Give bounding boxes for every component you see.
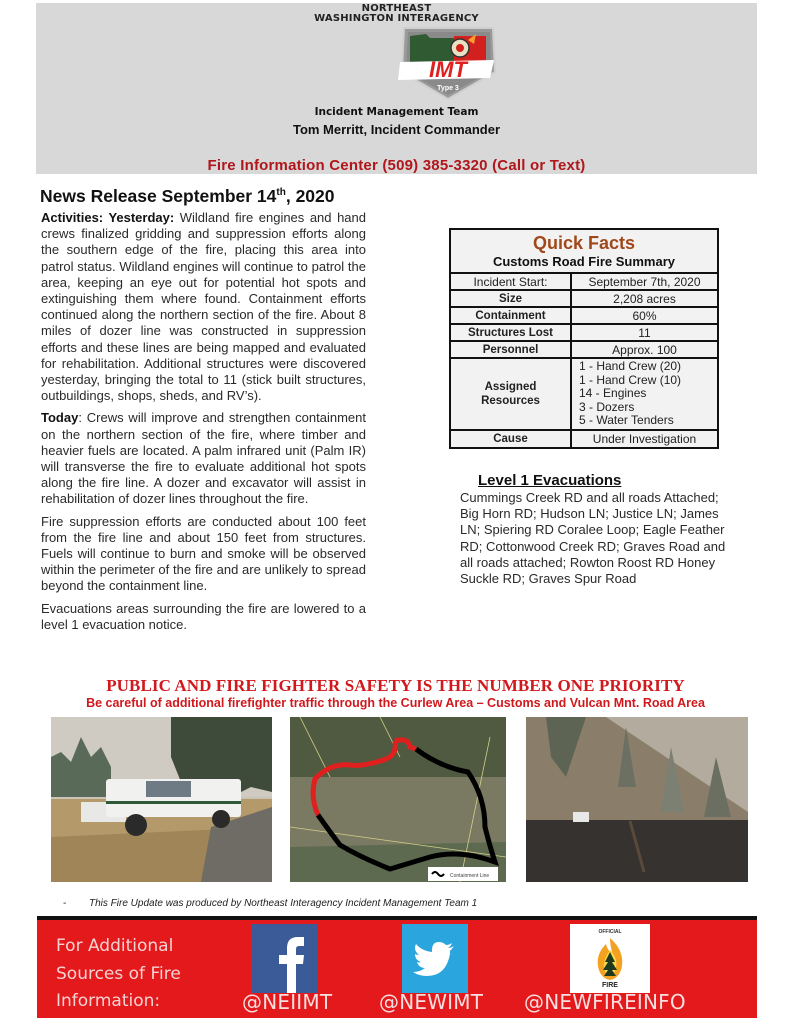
fire-trucks-image xyxy=(51,717,272,882)
safety-priority-subline: Be careful of additional firefighter traffic through the Curlew Area – Customs and Vulcan Mnt. Road Area xyxy=(86,696,705,710)
resource-item: 5 - Water Tenders xyxy=(579,413,674,428)
fact-value: 60% xyxy=(571,307,717,324)
table-row xyxy=(451,430,717,447)
facebook-handle-link[interactable]: @NEIIMT xyxy=(242,990,333,1014)
org-line-2: WASHINGTON INTERAGENCY xyxy=(314,13,479,24)
fact-value: September 7th, 2020 xyxy=(571,273,717,290)
svg-text:OFFICIAL: OFFICIAL xyxy=(598,929,622,935)
imt-logo-icon xyxy=(396,26,501,101)
fact-label: Size xyxy=(451,290,571,307)
svg-text:IMT: IMT xyxy=(429,57,467,82)
resources-label-1: Assigned xyxy=(484,380,537,393)
header-banner xyxy=(36,3,757,174)
twitter-icon[interactable] xyxy=(402,924,468,993)
fact-label: Containment xyxy=(451,307,571,324)
fact-value: Approx. 100 xyxy=(571,341,717,358)
fact-label xyxy=(451,358,571,430)
resource-item: 1 - Hand Crew (20) xyxy=(579,359,682,373)
label-line: For Additional xyxy=(56,936,174,956)
social-footer xyxy=(37,916,757,1018)
table-row xyxy=(451,273,717,290)
fire-information-badge xyxy=(570,924,650,993)
label-line: Sources of Fire xyxy=(56,963,181,984)
burned-area-image xyxy=(526,717,748,882)
resource-item: 1 - Hand Crew (10) xyxy=(579,372,682,387)
burned-area-photo xyxy=(526,717,748,882)
quick-facts-title: Quick Facts xyxy=(532,233,636,253)
fire-info-handle-link[interactable]: @NEWFIREINFO xyxy=(524,990,686,1014)
table-row xyxy=(451,341,717,358)
label-line: Information: xyxy=(56,991,161,1011)
suppression-paragraph: Fire suppression efforts are conducted about 100 feet from the fire line and about 150 feet from structures. Fuels will continue to burn and smoke will be observed within the perimeter of the fire and are unlikely to spread beyond the containment line. xyxy=(41,513,366,594)
fact-label: Incident Start: xyxy=(451,273,571,290)
table-row xyxy=(451,307,717,324)
activities-label: Activities: Yesterday: xyxy=(41,210,175,225)
quick-facts-rows xyxy=(451,272,717,447)
production-credit xyxy=(63,898,477,909)
news-body xyxy=(41,210,366,639)
news-release-title xyxy=(40,186,335,207)
activities-paragraph xyxy=(41,210,366,404)
fact-label: Personnel xyxy=(451,341,571,358)
credit-bullet: - xyxy=(63,898,67,909)
twitter-bird-glyph xyxy=(402,924,468,993)
resource-item: 14 - Engines xyxy=(579,386,647,401)
official-fire-information-icon[interactable] xyxy=(570,924,650,993)
resources-label-2: Resources xyxy=(481,394,540,407)
fact-value: 11 xyxy=(571,324,717,341)
svg-text:Type 3: Type 3 xyxy=(437,85,459,92)
today-label: Today xyxy=(41,410,79,426)
today-paragraph xyxy=(41,410,366,507)
organization-name xyxy=(36,4,757,24)
fire-trucks-photo xyxy=(51,717,272,882)
incident-commander: Tom Merritt, Incident Commander xyxy=(292,122,501,137)
facebook-icon[interactable] xyxy=(251,924,317,993)
title-year: , 2020 xyxy=(285,186,335,206)
assigned-resources-list xyxy=(571,358,717,430)
evacuation-paragraph: Evacuations areas surrounding the fire are lowered to a level 1 evacuation notice. xyxy=(41,600,366,632)
containment-map xyxy=(290,717,506,882)
resource-item: 3 - Dozers xyxy=(579,399,635,414)
fact-label: Structures Lost xyxy=(451,324,571,341)
table-row xyxy=(451,324,717,341)
fact-value: Under Investigation xyxy=(571,430,717,447)
title-date: News Release September 14 xyxy=(40,186,277,206)
credit-text: This Fire Update was produced by Northeast Interagency Incident Management Team 1 xyxy=(89,898,478,909)
team-name: Incident Management Team xyxy=(314,106,479,118)
svg-text:Containment Line: Containment Line xyxy=(450,873,490,879)
additional-sources-label xyxy=(56,933,181,1016)
org-line-1: NORTHEAST xyxy=(361,3,432,14)
evacuations-title: Level 1 Evacuations xyxy=(478,472,622,489)
fact-value: 2,208 acres xyxy=(571,290,717,307)
table-row xyxy=(451,358,717,430)
today-text: : Crews will improve and strengthen containment on the northern section of the fire, where timber and heavier fuels are located. A palm infrared unit (Palm IR) will transverse the fire to evaluate additional hot spots along the fire line. A dozer and excavator will assist in rehabilitation of dozer lines throughout the fire. xyxy=(41,410,366,507)
fire-information-contact: Fire Information Center (509) 385-3320 (Call or Text) xyxy=(207,157,586,174)
svg-text:FIRE: FIRE xyxy=(602,982,618,989)
quick-facts-table xyxy=(449,228,719,449)
title-ordinal: th xyxy=(276,187,286,199)
safety-priority-headline: PUBLIC AND FIRE FIGHTER SAFETY IS THE NUMBER ONE PRIORITY xyxy=(106,676,685,695)
quick-facts-subtitle: Customs Road Fire Summary xyxy=(492,254,676,269)
table-row xyxy=(451,290,717,307)
twitter-handle-link[interactable]: @NEWIMT xyxy=(379,990,484,1014)
imt-type3-logo xyxy=(396,26,501,101)
fact-label: Cause xyxy=(451,430,571,447)
activities-text: Wildland fire engines and hand crews finalized gridding and suppression efforts along the southern edge of the fire, placing this area into patrol status. Wildland engines will continue to patrol the area, keeping an eye out for potential hot spots and extinguishing them where found. Containment efforts continued along the northern section of the fire. About 8 miles of dozer line was constructed in suppression efforts and these lines are being mapped and evaluated for rehabilitation. Additional structures were discovered yesterday, bringing the total to 11 (stick built structures, outbuildings, shops, sheds, and RV’s). xyxy=(41,210,366,404)
evacuations-list: Cummings Creek RD and all roads Attached; Big Horn RD; Hudson LN; Justice LN; James LN; Spiering RD Coralee Loop; Eagle Feather RD; Cottonwood Creek RD; Graves Road and all roads attached; Rowton Roost RD Honey Suckle RD; Graves Spur Road xyxy=(460,490,726,587)
facebook-glyph xyxy=(251,924,317,993)
fire-perimeter-map xyxy=(290,717,506,882)
